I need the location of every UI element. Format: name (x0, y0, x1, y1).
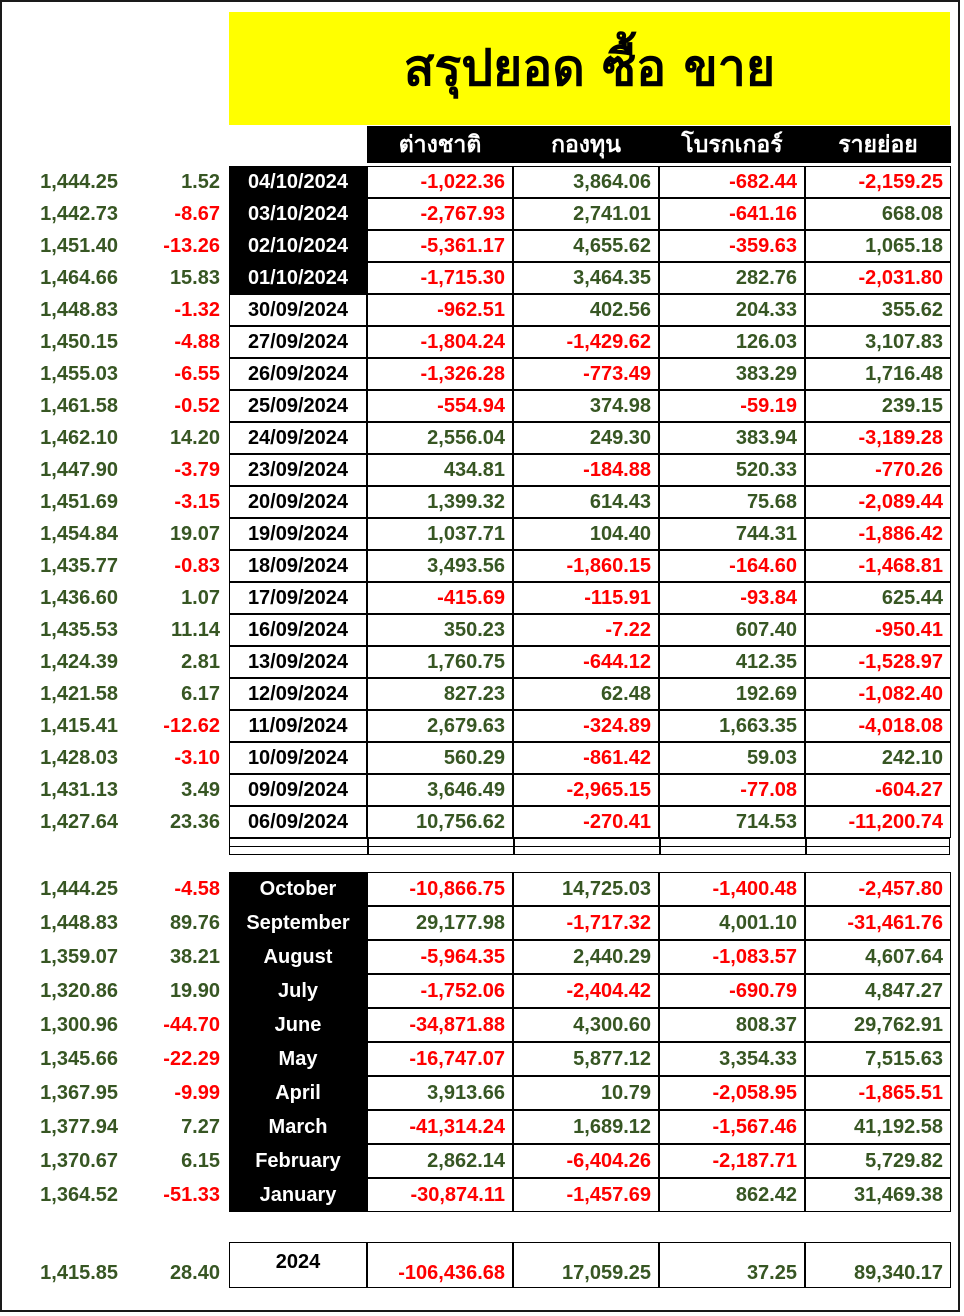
value-cell: -2,457.80 (805, 872, 951, 906)
value-cell: 41,192.58 (805, 1110, 951, 1144)
value-cell: 192.69 (659, 678, 805, 710)
month-cell: May (229, 1042, 367, 1076)
index-value: 1,447.90 (40, 459, 118, 481)
value-cell: -1,715.30 (367, 262, 513, 294)
value-cell: 350.23 (367, 614, 513, 646)
value-cell: 1,689.12 (513, 1110, 659, 1144)
value-cell: -1,429.62 (513, 326, 659, 358)
index-change: -13.26 (163, 235, 220, 257)
value-cell: -59.19 (659, 390, 805, 422)
date-cell: 10/09/2024 (229, 742, 367, 774)
value-cell: 560.29 (367, 742, 513, 774)
spacer-divider (367, 838, 369, 855)
value-cell: 17,059.25 (513, 1242, 659, 1288)
value-cell: -359.63 (659, 230, 805, 262)
index-change: -12.62 (163, 715, 220, 737)
date-cell: 27/09/2024 (229, 326, 367, 358)
date-cell: 01/10/2024 (229, 262, 367, 294)
value-cell: 204.33 (659, 294, 805, 326)
index-change: 7.27 (181, 1116, 220, 1138)
value-cell: -644.12 (513, 646, 659, 678)
index-value: 1,448.83 (40, 912, 118, 934)
index-change: -1.32 (174, 299, 220, 321)
value-cell: 1,399.32 (367, 486, 513, 518)
index-value: 1,415.85 (40, 1262, 118, 1284)
month-cell: August (229, 940, 367, 974)
date-cell: 24/09/2024 (229, 422, 367, 454)
value-cell: 744.31 (659, 518, 805, 550)
value-cell: 4,300.60 (513, 1008, 659, 1042)
index-change: -3.79 (174, 459, 220, 481)
index-change: -22.29 (163, 1048, 220, 1070)
value-cell: 59.03 (659, 742, 805, 774)
value-cell: 3,107.83 (805, 326, 951, 358)
value-cell: 2,741.01 (513, 198, 659, 230)
date-cell: 04/10/2024 (229, 166, 367, 198)
value-cell: 520.33 (659, 454, 805, 486)
index-value: 1,461.58 (40, 395, 118, 417)
value-cell: -1,528.97 (805, 646, 951, 678)
index-value: 1,464.66 (40, 267, 118, 289)
spacer-row (229, 846, 950, 855)
date-cell: 20/09/2024 (229, 486, 367, 518)
value-cell: -5,361.17 (367, 230, 513, 262)
value-cell: -690.79 (659, 974, 805, 1008)
value-cell: -2,767.93 (367, 198, 513, 230)
value-cell: 10.79 (513, 1076, 659, 1110)
value-cell: -962.51 (367, 294, 513, 326)
date-cell: 03/10/2024 (229, 198, 367, 230)
value-cell: -554.94 (367, 390, 513, 422)
value-cell: 3,646.49 (367, 774, 513, 806)
index-change: 6.15 (181, 1150, 220, 1172)
value-cell: -1,886.42 (805, 518, 951, 550)
value-cell: -1,457.69 (513, 1178, 659, 1212)
index-value: 1,448.83 (40, 299, 118, 321)
value-cell: 1,663.35 (659, 710, 805, 742)
value-cell: -6,404.26 (513, 1144, 659, 1178)
value-cell: -106,436.68 (367, 1242, 513, 1288)
value-cell: -1,022.36 (367, 166, 513, 198)
value-cell: -16,747.07 (367, 1042, 513, 1076)
index-value: 1,435.53 (40, 619, 118, 641)
value-cell: 2,556.04 (367, 422, 513, 454)
index-value: 1,424.39 (40, 651, 118, 673)
value-cell: -1,804.24 (367, 326, 513, 358)
index-change: 19.90 (169, 980, 220, 1002)
value-cell: 412.35 (659, 646, 805, 678)
value-cell: 714.53 (659, 806, 805, 838)
value-cell: 4,607.64 (805, 940, 951, 974)
header-retail: รายย่อย (805, 126, 951, 163)
value-cell: 3,354.33 (659, 1042, 805, 1076)
index-value: 1,359.07 (40, 946, 118, 968)
index-value: 1,450.15 (40, 331, 118, 353)
date-cell: 19/09/2024 (229, 518, 367, 550)
value-cell: -115.91 (513, 582, 659, 614)
value-cell: 383.29 (659, 358, 805, 390)
index-value: 1,320.86 (40, 980, 118, 1002)
index-change: -0.83 (174, 555, 220, 577)
value-cell: 614.43 (513, 486, 659, 518)
index-change: 1.52 (181, 171, 220, 193)
value-cell: -604.27 (805, 774, 951, 806)
value-cell: 7,515.63 (805, 1042, 951, 1076)
value-cell: 862.42 (659, 1178, 805, 1212)
index-change: -3.10 (174, 747, 220, 769)
value-cell: 3,913.66 (367, 1076, 513, 1110)
value-cell: 282.76 (659, 262, 805, 294)
index-change: -6.55 (174, 363, 220, 385)
spacer-divider (805, 838, 807, 855)
value-cell: -41,314.24 (367, 1110, 513, 1144)
index-change: 14.20 (169, 427, 220, 449)
value-cell: 668.08 (805, 198, 951, 230)
value-cell: -1,083.57 (659, 940, 805, 974)
value-cell: -10,866.75 (367, 872, 513, 906)
date-cell: 16/09/2024 (229, 614, 367, 646)
date-cell: 02/10/2024 (229, 230, 367, 262)
value-cell: 4,655.62 (513, 230, 659, 262)
value-cell: -164.60 (659, 550, 805, 582)
value-cell: 14,725.03 (513, 872, 659, 906)
value-cell: 402.56 (513, 294, 659, 326)
value-cell: 434.81 (367, 454, 513, 486)
index-change: -4.88 (174, 331, 220, 353)
value-cell: -1,326.28 (367, 358, 513, 390)
index-value: 1,377.94 (40, 1116, 118, 1138)
value-cell: -184.88 (513, 454, 659, 486)
value-cell: 2,862.14 (367, 1144, 513, 1178)
value-cell: -3,189.28 (805, 422, 951, 454)
date-cell: 18/09/2024 (229, 550, 367, 582)
index-value: 1,421.58 (40, 683, 118, 705)
month-cell: September (229, 906, 367, 940)
value-cell: -77.08 (659, 774, 805, 806)
value-cell: -2,187.71 (659, 1144, 805, 1178)
value-cell: -270.41 (513, 806, 659, 838)
spacer-divider (659, 838, 661, 855)
value-cell: 607.40 (659, 614, 805, 646)
index-change: 1.07 (181, 587, 220, 609)
value-cell: -950.41 (805, 614, 951, 646)
date-cell: 09/09/2024 (229, 774, 367, 806)
header-fund: กองทุน (513, 126, 659, 163)
value-cell: 62.48 (513, 678, 659, 710)
value-cell: 1,760.75 (367, 646, 513, 678)
index-value: 1,442.73 (40, 203, 118, 225)
index-value: 1,436.60 (40, 587, 118, 609)
value-cell: 383.94 (659, 422, 805, 454)
value-cell: -641.16 (659, 198, 805, 230)
value-cell: -93.84 (659, 582, 805, 614)
value-cell: 242.10 (805, 742, 951, 774)
value-cell: 89,340.17 (805, 1242, 951, 1288)
date-cell: 25/09/2024 (229, 390, 367, 422)
index-value: 1,367.95 (40, 1082, 118, 1104)
date-cell: 26/09/2024 (229, 358, 367, 390)
value-cell: 239.15 (805, 390, 951, 422)
year-cell: 2024 (229, 1242, 367, 1288)
value-cell: -2,089.44 (805, 486, 951, 518)
index-change: 15.83 (169, 267, 220, 289)
month-cell: February (229, 1144, 367, 1178)
value-cell: -5,964.35 (367, 940, 513, 974)
value-cell: 29,177.98 (367, 906, 513, 940)
header-foreign: ต่างชาติ (367, 126, 513, 163)
value-cell: -34,871.88 (367, 1008, 513, 1042)
value-cell: 625.44 (805, 582, 951, 614)
index-change: 23.36 (169, 811, 220, 833)
index-value: 1,300.96 (40, 1014, 118, 1036)
index-value: 1,454.84 (40, 523, 118, 545)
date-cell: 13/09/2024 (229, 646, 367, 678)
value-cell: 1,065.18 (805, 230, 951, 262)
index-change: 11.14 (171, 619, 220, 641)
value-cell: 827.23 (367, 678, 513, 710)
value-cell: -7.22 (513, 614, 659, 646)
value-cell: 5,877.12 (513, 1042, 659, 1076)
value-cell: -30,874.11 (367, 1178, 513, 1212)
month-cell: July (229, 974, 367, 1008)
month-cell: March (229, 1110, 367, 1144)
index-value: 1,345.66 (40, 1048, 118, 1070)
value-cell: -1,717.32 (513, 906, 659, 940)
index-change: -0.52 (174, 395, 220, 417)
index-value: 1,444.25 (40, 878, 118, 900)
value-cell: -1,865.51 (805, 1076, 951, 1110)
index-value: 1,370.67 (40, 1150, 118, 1172)
index-change: 6.17 (181, 683, 220, 705)
index-value: 1,435.77 (40, 555, 118, 577)
value-cell: 3,464.35 (513, 262, 659, 294)
value-cell: 249.30 (513, 422, 659, 454)
index-change: -44.70 (163, 1014, 220, 1036)
value-cell: -770.26 (805, 454, 951, 486)
value-cell: 1,716.48 (805, 358, 951, 390)
value-cell: -1,468.81 (805, 550, 951, 582)
date-cell: 30/09/2024 (229, 294, 367, 326)
value-cell: 29,762.91 (805, 1008, 951, 1042)
index-value: 1,451.69 (40, 491, 118, 513)
value-cell: 2,440.29 (513, 940, 659, 974)
value-cell: -4,018.08 (805, 710, 951, 742)
header-broker: โบรกเกอร์ (659, 126, 805, 163)
value-cell: 4,001.10 (659, 906, 805, 940)
value-cell: 355.62 (805, 294, 951, 326)
value-cell: 374.98 (513, 390, 659, 422)
index-value: 1,427.64 (40, 811, 118, 833)
value-cell: -2,058.95 (659, 1076, 805, 1110)
value-cell: 2,679.63 (367, 710, 513, 742)
value-cell: 31,469.38 (805, 1178, 951, 1212)
value-cell: -1,400.48 (659, 872, 805, 906)
index-value: 1,415.41 (40, 715, 118, 737)
index-change: -51.33 (163, 1184, 220, 1206)
month-cell: January (229, 1178, 367, 1212)
date-cell: 23/09/2024 (229, 454, 367, 486)
index-change: 3.49 (181, 779, 220, 801)
date-cell: 12/09/2024 (229, 678, 367, 710)
value-cell: -861.42 (513, 742, 659, 774)
value-cell: -1,752.06 (367, 974, 513, 1008)
index-change: 19.07 (169, 523, 220, 545)
index-change: 2.81 (181, 651, 220, 673)
page-title: สรุปยอด ซื้อ ขาย (229, 12, 950, 125)
value-cell: 37.25 (659, 1242, 805, 1288)
index-change: 38.21 (169, 946, 220, 968)
index-change: -8.67 (174, 203, 220, 225)
index-change: -9.99 (174, 1082, 220, 1104)
value-cell: -1,567.46 (659, 1110, 805, 1144)
month-cell: October (229, 872, 367, 906)
value-cell: -2,404.42 (513, 974, 659, 1008)
index-value: 1,428.03 (40, 747, 118, 769)
index-value: 1,444.25 (40, 171, 118, 193)
value-cell: -31,461.76 (805, 906, 951, 940)
value-cell: 75.68 (659, 486, 805, 518)
value-cell: -324.89 (513, 710, 659, 742)
value-cell: 126.03 (659, 326, 805, 358)
value-cell: -773.49 (513, 358, 659, 390)
date-cell: 11/09/2024 (229, 710, 367, 742)
value-cell: 104.40 (513, 518, 659, 550)
value-cell: -2,031.80 (805, 262, 951, 294)
index-value: 1,462.10 (40, 427, 118, 449)
value-cell: 5,729.82 (805, 1144, 951, 1178)
date-cell: 17/09/2024 (229, 582, 367, 614)
date-cell: 06/09/2024 (229, 806, 367, 838)
value-cell: 808.37 (659, 1008, 805, 1042)
value-cell: -2,159.25 (805, 166, 951, 198)
value-cell: 1,037.71 (367, 518, 513, 550)
index-change: -3.15 (174, 491, 220, 513)
value-cell: 3,864.06 (513, 166, 659, 198)
value-cell: -682.44 (659, 166, 805, 198)
index-value: 1,451.40 (40, 235, 118, 257)
value-cell: -11,200.74 (805, 806, 951, 838)
value-cell: 4,847.27 (805, 974, 951, 1008)
index-change: -4.58 (174, 878, 220, 900)
spacer-divider (513, 838, 515, 855)
index-value: 1,431.13 (40, 779, 118, 801)
index-change: 28.40 (169, 1262, 220, 1284)
index-change: 89.76 (169, 912, 220, 934)
index-value: 1,364.52 (40, 1184, 118, 1206)
month-cell: April (229, 1076, 367, 1110)
value-cell: 10,756.62 (367, 806, 513, 838)
value-cell: -1,082.40 (805, 678, 951, 710)
value-cell: -415.69 (367, 582, 513, 614)
value-cell: -2,965.15 (513, 774, 659, 806)
month-cell: June (229, 1008, 367, 1042)
index-value: 1,455.03 (40, 363, 118, 385)
value-cell: 3,493.56 (367, 550, 513, 582)
value-cell: -1,860.15 (513, 550, 659, 582)
